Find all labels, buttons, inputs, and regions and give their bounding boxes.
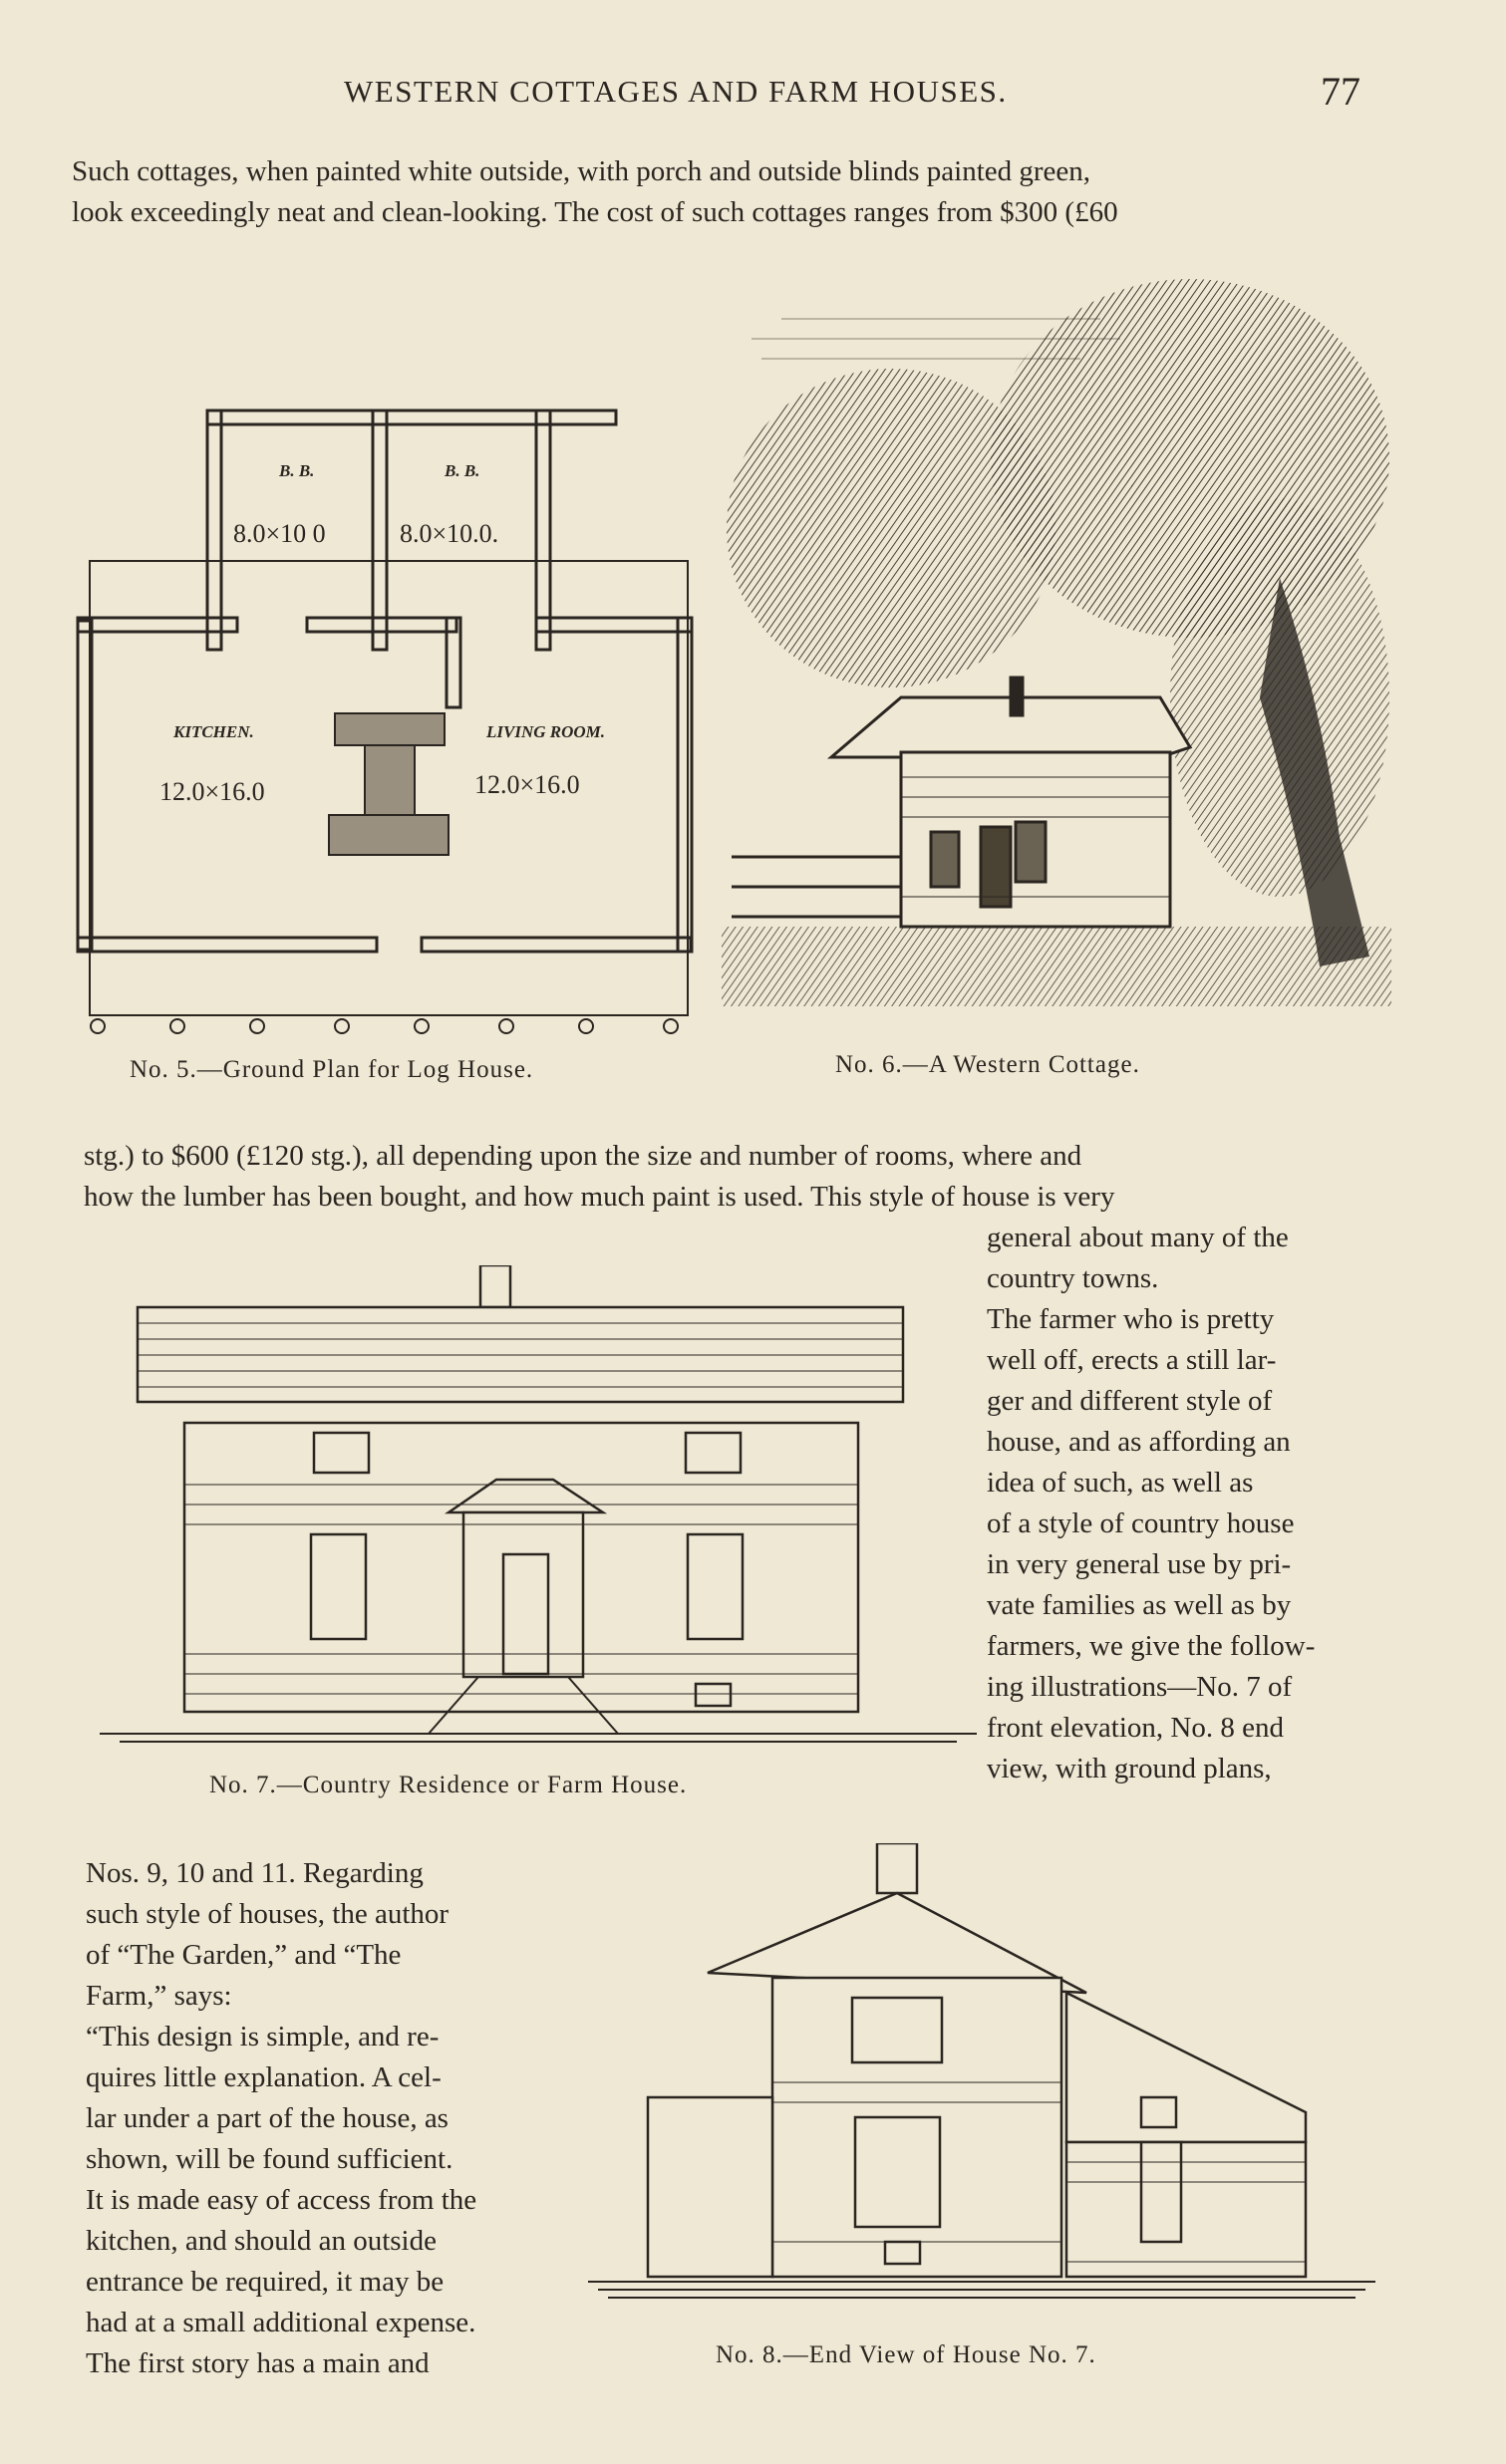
room-label-bb-left: B. B. xyxy=(279,461,315,480)
figure-5-ground-plan xyxy=(68,397,706,1044)
right-column-line: of a style of country house xyxy=(987,1507,1295,1539)
figure-6-cottage-engraving xyxy=(722,279,1391,1036)
left-column-line: It is made easy of access from the xyxy=(86,2184,477,2216)
right-column-line: country towns. xyxy=(987,1262,1159,1294)
left-column-line: entrance be required, it may be xyxy=(86,2266,445,2298)
left-column-line: shown, will be found sufficient. xyxy=(86,2143,453,2175)
left-column-line: of “The Garden,” and “The xyxy=(86,1939,402,1971)
figure-7-front-elevation xyxy=(100,1265,977,1769)
page-header xyxy=(0,69,1506,124)
left-column-line: such style of houses, the author xyxy=(86,1898,450,1930)
page-number: 77 xyxy=(1321,69,1360,114)
right-column-line: ing illustrations—No. 7 of xyxy=(987,1671,1293,1703)
left-column-line: quires little explanation. A cel- xyxy=(86,2061,442,2093)
right-column-line: general about many of the xyxy=(987,1222,1289,1253)
right-column-line: idea of such, as well as xyxy=(987,1467,1254,1499)
right-column-line: The farmer who is pretty xyxy=(987,1303,1275,1335)
figure-5-caption: No. 5.—Ground Plan for Log House. xyxy=(130,1056,534,1083)
figure-7-caption: No. 7.—Country Residence or Farm House. xyxy=(209,1772,688,1798)
room-label-kitchen: KITCHEN. xyxy=(173,722,254,741)
right-column-line: house, and as affording an xyxy=(987,1426,1291,1458)
intro-line-2: look exceedingly neat and clean-looking. The cost of such cottages ranges from $300 (£60 xyxy=(72,196,1118,228)
left-column-line: lar under a part of the house, as xyxy=(86,2102,449,2134)
left-column-line: “This design is simple, and re- xyxy=(86,2021,440,2053)
middle-line-1: stg.) to $600 (£120 stg.), all depending upon the size and number of rooms, where and xyxy=(84,1140,1082,1172)
intro-paragraph xyxy=(72,151,1367,233)
left-column-line: Nos. 9, 10 and 11. Regarding xyxy=(86,1857,424,1889)
left-column-line: kitchen, and should an outside xyxy=(86,2225,437,2257)
room-label-living: LIVING ROOM. xyxy=(486,722,606,741)
right-column-line: ger and different style of xyxy=(987,1385,1273,1417)
figure-8-caption: No. 8.—End View of House No. 7. xyxy=(716,2341,1096,2368)
right-column-line: farmers, we give the follow- xyxy=(987,1630,1316,1662)
right-column-line: front elevation, No. 8 end xyxy=(987,1712,1284,1744)
left-column-line: The first story has a main and xyxy=(86,2347,430,2379)
right-column-line: vate families as well as by xyxy=(987,1589,1292,1621)
left-column-line: had at a small additional expense. xyxy=(86,2307,476,2338)
middle-line-2: how the lumber has been bought, and how much paint is used. This style of house is very xyxy=(84,1181,1115,1213)
room-label-bb-right: B. B. xyxy=(445,461,480,480)
right-column-line: in very general use by pri- xyxy=(987,1548,1292,1580)
figure-6-caption: No. 6.—A Western Cottage. xyxy=(835,1051,1140,1078)
figure-8-end-view xyxy=(588,1843,1375,2331)
dimension-bb-right: 8.0×10.0. xyxy=(400,519,499,548)
right-column-line: view, with ground plans, xyxy=(987,1753,1272,1784)
dimension-kitchen: 12.0×16.0 xyxy=(159,777,265,806)
running-title: WESTERN COTTAGES AND FARM HOUSES. xyxy=(344,74,1008,109)
dimension-living: 12.0×16.0 xyxy=(474,770,580,799)
dimension-bb-left: 8.0×10 0 xyxy=(233,519,326,548)
right-column-text xyxy=(987,1218,1380,1789)
left-column-text xyxy=(86,1853,564,2384)
right-column-line: well off, erects a still lar- xyxy=(987,1344,1277,1376)
intro-line-1: Such cottages, when painted white outside, with porch and outside blinds painted green, xyxy=(72,155,1091,187)
middle-paragraph xyxy=(84,1136,1379,1218)
left-column-line: Farm,” says: xyxy=(86,1980,232,2012)
